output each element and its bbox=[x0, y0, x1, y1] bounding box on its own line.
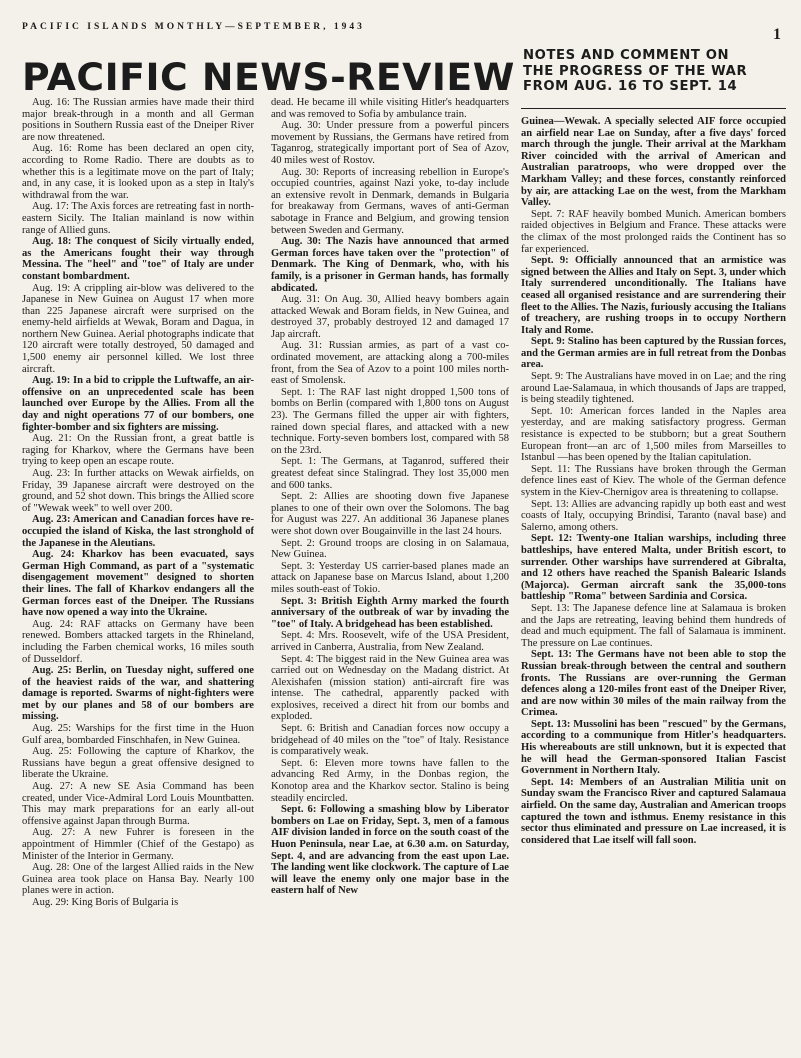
column-right bbox=[521, 116, 786, 1046]
news-entry: Aug. 19: A crippling air-blow was delivered to the Japanese in New Guinea on August 17 when more than 225 Japanese aircraft were surprised on the enemy-held airfields at Wewak, Boram and Dagua, in northern New Guinea. Aerial photographs indicate that 120 aircraft were totally destroyed, 50 damaged and 1,500 enemy air personnel killed. We lost three aircraft. bbox=[22, 282, 254, 375]
news-entry: Sept. 2: Ground troops are closing in on Salamaua, New Guinea. bbox=[271, 537, 509, 561]
notes-heading-line: FROM AUG. 16 TO SEPT. 14 bbox=[523, 79, 738, 94]
column-left bbox=[22, 97, 254, 1042]
news-entry: Aug. 17: The Axis forces are retreating fast in north-eastern Sicily. The Italian mainland is now within range of Allied guns. bbox=[22, 201, 254, 236]
news-entry: Aug. 19: In a bid to cripple the Luftwaffe, an air-offensive on an unprecedented scale has been launched over Europe by the Allies. From all the day and night operations 77 of our bombers, one fighter-bomber and six fighters are missing. bbox=[22, 375, 254, 433]
news-entry: Sept. 1: The RAF last night dropped 1,500 tons of bombs on Berlin (compared with 1,800 tons on August 23). The Germans filled the upper air with fighters, rained down special flares, and attacked with a new technique. Forty-seven bombers lost, compared with 58 on the 23rd. bbox=[271, 386, 509, 456]
news-entry: Aug. 25: Following the capture of Kharkov, the Russians have begun a great offensive designed to liberate the Ukraine. bbox=[22, 746, 254, 781]
notes-heading-line: THE PROGRESS OF THE WAR bbox=[523, 63, 748, 79]
masthead-title: PACIFIC NEWS-REVIEW bbox=[22, 56, 515, 99]
news-entry: Guinea—Wewak. A specially selected AIF force occupied an airfield near Lae on Sunday, after a five days' forced march through the jungle. Their arrival at the Markham River coincided with the arrival of American and Australian paratroops, who were dropped over the Markham Valley; and these forces, constantly reinforced by air, are attacking Lae on the west, from the Markham Valley. bbox=[521, 116, 786, 209]
column-middle bbox=[271, 97, 509, 1042]
news-entry: Sept. 1: The Germans, at Taganrod, suffered their greatest defeat since Stalingrad. They lost 35,000 men and 600 tanks. bbox=[271, 456, 509, 491]
news-entry: Aug. 28: One of the largest Allied raids in the New Guinea area took place on Hansa Bay. Nearly 100 planes were in action. bbox=[22, 862, 254, 897]
news-entry: Aug. 27: A new SE Asia Command has been created, under Vice-Admiral Lord Louis Mountbatten. This may mark preparations for an early all-out offensive against Japan through Burma. bbox=[22, 781, 254, 827]
notes-heading bbox=[523, 48, 785, 95]
news-entry: Sept. 13: The Germans have not been able to stop the Russian break-through between the central and southern fronts. The Russians are over-running the German defences along a 120-miles front east of the Dneiper River, and are now within 30 miles of the main railway from the Crimea. bbox=[521, 649, 786, 719]
news-entry: Sept. 13: The Japanese defence line at Salamaua is broken and the Japs are retreating, leaving behind them hundreds of dead and much equipment. The fall of Salamaua is imminent. The pressure on Lae continues. bbox=[521, 602, 786, 649]
news-entry: Aug. 31: On Aug. 30, Allied heavy bombers again attacked Wewak and Boram fields, in New Guinea, and destroyed 37, probably destroyed 12 and damaged 17 Jap aircraft. bbox=[271, 294, 509, 340]
news-entry: Sept. 6: British and Canadian forces now occupy a bridgehead of 40 miles on the "toe" of Italy. Resistance is comparatively weak. bbox=[271, 723, 509, 758]
news-entry: Sept. 7: RAF heavily bombed Munich. American bombers raided objectives in Belgium and France. These attacks were the climax of the most prolonged raids the Continent has so far experienced. bbox=[521, 208, 786, 255]
running-head-text: PACIFIC ISLANDS MONTHLY—SEPTEMBER, 1943 bbox=[22, 22, 365, 32]
news-entry: Aug. 24: RAF attacks on Germany have been renewed. Bombers attacked targets in the Rhineland, including the Farben chemical works, 16 miles south of Dusseldorf. bbox=[22, 618, 254, 665]
news-entry: dead. He became ill while visiting Hitler's headquarters and was removed to Sofia by ambulance train. bbox=[271, 97, 509, 120]
news-entry: Sept. 10: American forces landed in the Naples area yesterday, and are making satisfactory progress. German resistance is expected to be stubborn; but a great Southern European front—an arc of 1,500 miles from Marseilles to Istanbul —has been opened by the Italian capitulation. bbox=[521, 405, 786, 464]
news-entry: Sept. 3: British Eighth Army marked the fourth anniversary of the outbreak of war by invading the "toe" of Italy. A bridgehead has been established. bbox=[271, 595, 509, 630]
news-entry: Sept. 12: Twenty-one Italian warships, including three battleships, have entered Malta, under British escort, to surrender. Other warships have surrendered at Gibralta, and 12 others have reached the Spanish Balearic Islands (Majorca). German aircraft sank the 35,000-tons battleship "Roma" between Sardinia and Corsica. bbox=[521, 533, 786, 603]
heading-rule bbox=[521, 108, 786, 109]
news-entry: Sept. 14: Members of an Australian Militia unit on Sunday swam the Francisco River and captured Salamaua airfield. On the same day, Australian and American troops captured the town and isthmus. Enemy resistance in this sector thus eliminated and pressure on Lae increased, it is considered that Lae itself will fall soon. bbox=[521, 776, 786, 846]
news-entry: Aug. 30: Reports of increasing rebellion in Europe's occupied countries, against Nazi yoke, to-day include an extensive revolt in Denmark, demands in Bulgaria for breakaway from Germans, waves of anti-German sabotage in France and Belgium, and growing tension between Sweden and Germany. bbox=[271, 166, 509, 236]
news-entry: Aug. 25: Warships for the first time in the Huon Gulf area, bombarded Finschhafen, in New Guinea. bbox=[22, 723, 254, 746]
news-entry: Sept. 6: Eleven more towns have fallen to the advancing Red Army, in the Donbas region, the Konotop area and the Kharkov sector. Stalino is being steadily encircled. bbox=[271, 757, 509, 804]
news-entry: Aug. 18: The conquest of Sicily virtually ended, as the Americans fought their way through Messina. The "heel" and "toe" of Italy are under constant bombardment. bbox=[22, 236, 254, 282]
news-entry: Aug. 30: Under pressure from a powerful pincers movement by Russians, the Germans have retired from Taganrog, strategically important port of Sea of Azov, 40 miles west of Rostov. bbox=[271, 120, 509, 166]
news-entry: Aug. 27: A new Fuhrer is foreseen in the appointment of Himmler (Chief of the Gestapo) as Minister of the Interior in Germany. bbox=[22, 827, 254, 862]
news-entry: Aug. 25: Berlin, on Tuesday night, suffered one of the heaviest raids of the war, and shattering damage is reported. Swarms of night-fighters were met by our planes and 58 of our bombers are missing. bbox=[22, 665, 254, 723]
news-entry: Sept. 3: Yesterday US carrier-based planes made an attack on Japanese base on Marcus Island, about 1,200 miles south-east of Tokio. bbox=[271, 560, 509, 595]
news-entry: Sept. 9: The Australians have moved in on Lae; and the ring around Lae-Salamaua, in which thousands of Japs are trapped, is being steadily tightened. bbox=[521, 371, 786, 406]
news-entry: Aug. 16: The Russian armies have made their third major break-through in a month and all German positions in Southern Russia east of the Dneiper River are now threatened. bbox=[22, 97, 254, 143]
news-entry: Aug. 16: Rome has been declared an open city, according to Rome Radio. There are doubts as to whether this is a legitimate move on the part of Italy; and, in any case, it is looked upon as a step in Italy's withdrawal from the war. bbox=[22, 143, 254, 201]
news-entry: Sept. 4: The biggest raid in the New Guinea area was carried out on Wednesday on the Madang district. At Alexishafen (mission station) anti-aircraft fire was intense. The cathedral, apparently packed with explosives, received a direct hit from our bombs and exploded. bbox=[271, 653, 509, 723]
news-entry: Aug. 29: King Boris of Bulgaria is bbox=[32, 896, 179, 908]
news-entry: Sept. 4: Mrs. Roosevelt, wife of the USA President, arrived in Canberra, Australia, from New Zealand. bbox=[271, 630, 509, 653]
news-entry: Aug. 24: Kharkov has been evacuated, says German High Command, as part of a "systematic disengagement movement" designed to shorten their lines. The fall of Kharkov endangers all the German forces east of the Dneiper. The Russians have now opened a way into the Ukraine. bbox=[22, 549, 254, 619]
news-entry: Sept. 9: Stalino has been captured by the Russian forces, and the German armies are in full retreat from the Donbas area. bbox=[521, 336, 786, 371]
news-entry: Sept. 9: Officially announced that an armistice was signed between the Allies and Italy on Sept. 3, under which Italy surrendered unconditionally. The Italians have ceased all organised resistance and are surrendering their fleet to the Allies. The Nazis, furiously accusing the Italians of treachery, are rushing troops in to occupy Northern Italy and Rome. bbox=[521, 255, 786, 336]
news-entry: Sept. 6: Following a smashing blow by Liberator bombers on Lae on Friday, Sept. 3, men of a famous AIF division landed in force on the south coast of the Huon Peninsula, near Lae, at 6.30 a.m. on Saturday, Sept. 4, and are advancing from the east upon Lae. The landing went like clockwork. The capture of Lae will leave the enemy only one major base in the eastern half of New bbox=[271, 804, 509, 897]
news-entry: Aug. 23: In further attacks on Wewak airfields, on Friday, 39 Japanese aircraft were destroyed on the ground, and 52 shot down. This brings the Allied score of "Wewak week" to well over 200. bbox=[22, 468, 254, 514]
running-head bbox=[22, 22, 781, 43]
news-entry: Sept. 11: The Russians have broken through the German defence lines east of Kiev. The whole of the German defence system in the Kiev-Chernigov area is threatening to collapse. bbox=[521, 463, 786, 498]
news-entry: Sept. 13: Mussolini has been "rescued" by the Germans, according to a communique from Hitler's headquarters. His whereabouts are still unknown, but it is expected that he will head the German-sponsored Italian Fascist Government in Northern Italy. bbox=[521, 718, 786, 777]
news-entry: Aug. 30: The Nazis have announced that armed German forces have taken over the "protection" of Denmark. The King of Denmark, who, with his family, is a prisoner in German hands, has formally abdicated. bbox=[271, 236, 509, 294]
news-entry: Aug. 23: American and Canadian forces have re-occupied the island of Kiska, the last stronghold of the Japanese in the Aleutians. bbox=[22, 514, 254, 549]
news-entry: Aug. 31: Russian armies, as part of a vast co-ordinated movement, are attacking along a 700-miles front, from the Sea of Azov to a point 100 miles north-east of Smolensk. bbox=[271, 340, 509, 387]
news-entry: Aug. 21: On the Russian front, a great battle is raging for Kharkov, where the Germans have been trying to keep open an escape route. bbox=[22, 433, 254, 468]
notes-heading-line: NOTES AND COMMENT ON bbox=[523, 48, 730, 63]
page-number: 1 bbox=[773, 26, 781, 43]
news-entry: Sept. 2: Allies are shooting down five Japanese planes to one of their own over the Solomons. The bag for August was 227. An additional 36 Japanese planes were shot down over Bougainville in the last 24 hours. bbox=[271, 491, 509, 537]
news-entry: Sept. 13: Allies are advancing rapidly up both east and west coasts of Italy, occupying Brindisi, Taranto (naval base) and Salerno, among others. bbox=[521, 498, 786, 533]
